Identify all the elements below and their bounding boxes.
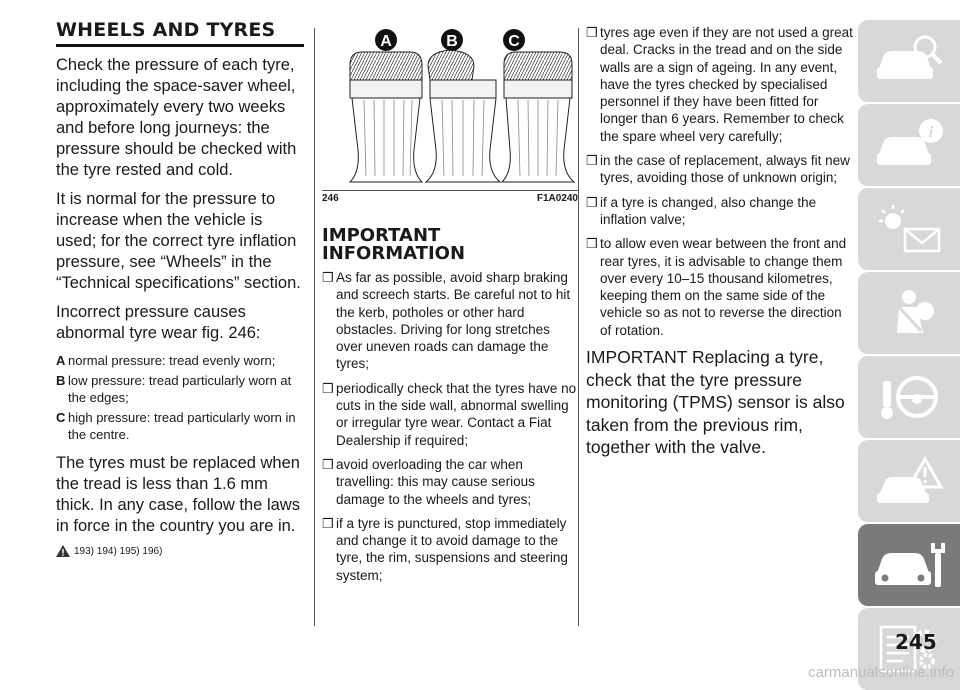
checkbox-bullet-icon: ❒ [322,380,334,396]
column-divider [314,28,315,626]
paragraph-incorrect-pressure: Incorrect pressure causes abnormal tyre wear fig. 246: [56,303,261,342]
bullet-item [322,456,578,508]
legend-key: C [56,410,66,425]
warning-references [56,545,304,557]
airbag-person-icon [869,283,949,343]
paragraph-pressure-increase: It is normal for the pressure to increase when the vehicle is used; for the correct tyre inflation pressure, see “Wheels” in the “Technical specifications” section. [56,190,301,292]
car-search-icon [869,31,949,91]
tab-emergency[interactable] [858,440,960,522]
figure-label-b: B [446,33,458,50]
checkbox-bullet-icon: ❒ [322,515,334,531]
figure-tyre-wear [322,0,578,205]
tab-car-search[interactable] [858,20,960,102]
tab-starting-driving[interactable] [858,356,960,438]
tab-servicing-care[interactable] [858,524,960,606]
checkbox-bullet-icon: ❒ [586,25,598,40]
bullet-text: avoid overloading the car when travelling: this may cause serious damage to the wheels and tyres; [336,456,535,507]
warning-refs-text: 193) 194) 195) 196) [74,545,163,557]
figure-caption [322,190,578,207]
bullet-text: to allow even wear between the front and rear tyres, it is advisable to change them over every 10–15 thousand kilometres, keeping them on the same side of the vehicle so as not to reverse the direction of rotation. [600,236,847,338]
section-title: WHEELS AND TYRES [56,0,304,47]
legend-text: high pressure: tread particularly worn in the centre. [68,410,296,442]
figure-number: 246 [322,193,339,204]
bullet-text: if a tyre is punctured, stop immediately and change it to avoid damage to the tyre, the rim, suspensions and steering system; [336,515,568,583]
bullet-text: tyres age even if they are not used a great deal. Cracks in the tread and on the side walls are a sign of ageing. In any event, have the tyres checked by specialised personnel if they have been fitted for longer than 6 years. Remember to check the spare wheel very carefully; [600,25,853,144]
tyre-c [502,52,574,182]
legend-item-b [56,372,304,406]
legend-item-c [56,409,304,443]
legend-key: A [56,353,66,368]
column-continued [586,24,856,459]
legend-item-a [56,352,304,369]
bullet-text: As far as possible, avoid sharp braking and screech starts. Be careful not to hit the kerb, potholes or other hard obstacles. Driving for long stretches over uneven roads can damage the tyres; [336,270,571,372]
column-wheels-and-tyres [56,0,304,557]
car-info-icon [869,115,949,175]
watermark: carmanualsonline.info [808,664,954,681]
bullet-item [586,194,856,229]
tab-lights-messages[interactable] [858,188,960,270]
section-title: IMPORTANT INFORMATION [322,225,466,264]
column-divider [578,28,579,626]
legend-text: normal pressure: tread evenly worn; [68,353,276,368]
warning-triangle-icon [56,545,70,557]
checkbox-bullet-icon: ❒ [586,194,598,210]
paragraph-pressure-check: Check the pressure of each tyre, including the space-saver wheel, approximately every two weeks and before long journeys: the pressure should be checked with the tyre rested and cold. [56,56,297,179]
bullet-item [586,24,856,145]
figure-code: F1A0240 [536,193,578,204]
bullet-text: periodically check that the tyres have no cuts in the side wall, abnormal swelling or irregular tyre wear. Contact a Fiat Dealership if required; [336,380,577,448]
figure-label-a: A [380,33,392,50]
bullet-item [586,152,856,187]
column-important-information [322,0,578,591]
lights-envelope-icon [869,199,949,259]
bullet-item [322,380,578,449]
tyre-b [426,50,500,182]
checkbox-bullet-icon: ❒ [586,236,598,252]
paragraph-tread-limit: The tyres must be replaced when the tread is less than 1.6 mm thick. In any case, follow the laws in force in the country you are in. [56,454,300,535]
legend-text: low pressure: tread particularly worn at the edges; [68,373,292,405]
figure-label-c: C [508,33,520,50]
page-number: 245 [895,630,937,654]
steering-wheel-icon [869,367,949,427]
bullet-item [322,269,578,373]
svg-text:i: i [928,124,934,141]
important-note: IMPORTANT Replacing a tyre, check that the tyre pressure monitoring (TPMS) sensor is also taken from the previous rim, together with the valve. [586,347,845,458]
tyre-wear-illustration [322,0,578,190]
tab-car-info[interactable] [858,104,960,186]
bullet-item [322,515,578,584]
checkbox-bullet-icon: ❒ [322,270,334,285]
tab-safety[interactable] [858,272,960,354]
bullet-text: if a tyre is changed, also change the inflation valve; [600,194,817,227]
checkbox-bullet-icon: ❒ [586,153,598,169]
car-wrench-icon [869,535,949,595]
tyre-a [350,52,422,182]
checkbox-bullet-icon: ❒ [322,456,334,472]
warning-triangle-icon [869,451,949,511]
legend-key: B [56,373,66,388]
bullet-text: in the case of replacement, always fit new tyres, avoiding those of unknown origin; [600,153,850,186]
bullet-item [586,235,856,339]
